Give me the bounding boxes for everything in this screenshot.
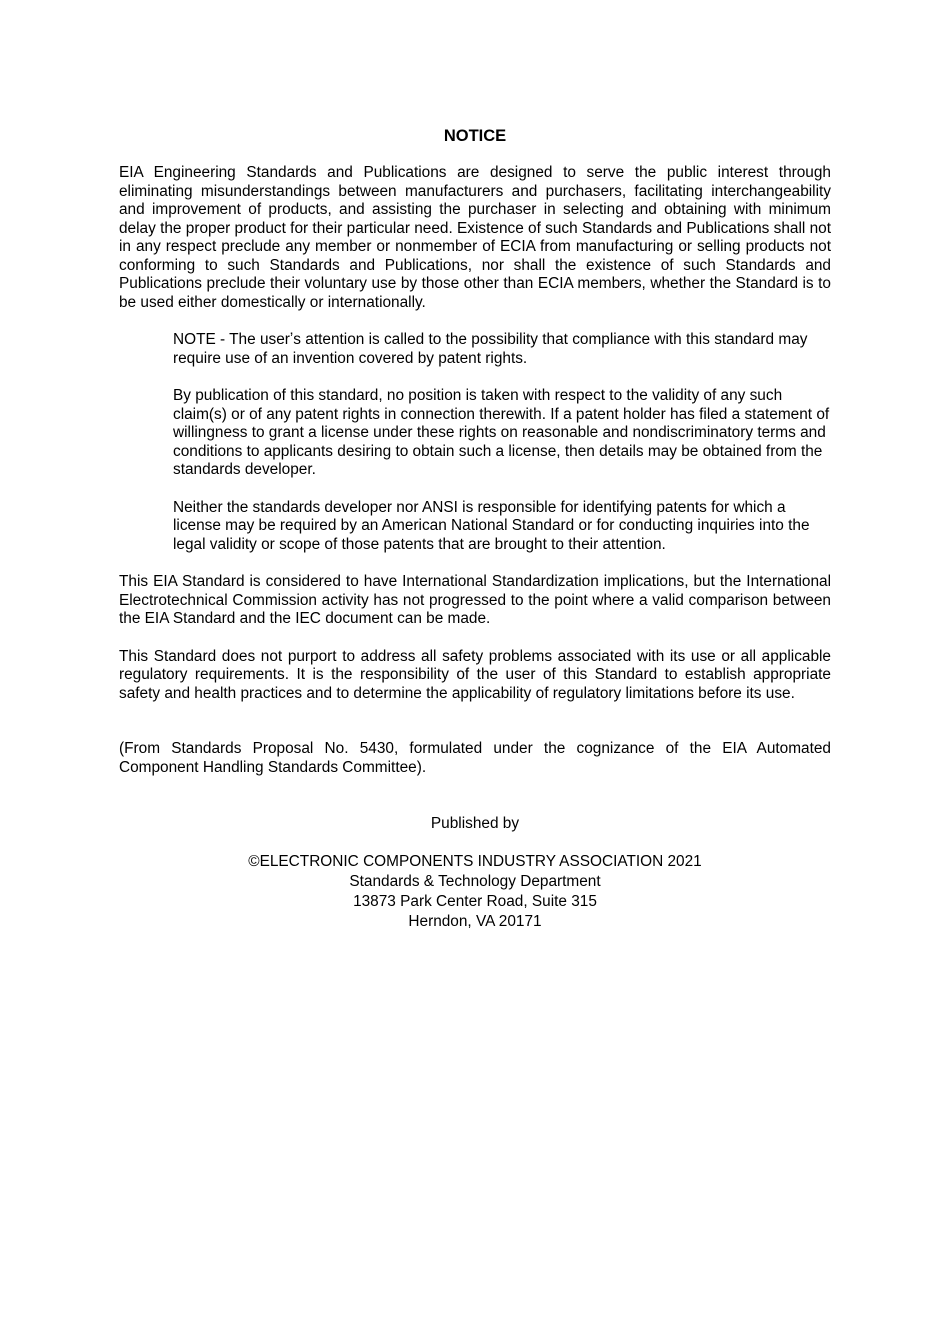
patent-position-paragraph: By publication of this standard, no position is taken with respect to the validity of any such claim(s) or of any patent rights in connection therewith. If a patent holder has filed a statement of willingness to grant a license under these rights on reasonable and nondiscriminatory terms and conditions to applicants desiring to obtain such a license, then details may be obtained from the standards developer. — [173, 387, 830, 478]
notice-paragraph-standards: EIA Engineering Standards and Publications are designed to serve the public interest through eliminating misunderstandings between manufacturers and purchasers, facilitating interchangeability and improvement of products, and assisting the purchaser in selecting and obtaining with minimum delay the proper product for their particular need. Existence of such Standards and Publications shall not in any respect preclude any member or nonmember of ECIA from manufacturing or selling products not conforming to such Standards and Publications, nor shall the existence of such Standards and Publications preclude their voluntary use by those other than ECIA members, whether the Standard is to be used either domestically or internationally. — [119, 164, 831, 311]
notice-page — [119, 126, 831, 932]
international-standardization-paragraph: This EIA Standard is considered to have International Standardization implications, but the International Electrotechnical Commission activity has not progressed to the point where a valid comparison between the EIA Standard and the IEC document can be made. — [119, 573, 831, 627]
publisher-organization: ©ELECTRONIC COMPONENTS INDUSTRY ASSOCIATION 2021 — [248, 852, 702, 870]
publisher-city: Herndon, VA 20171 — [408, 912, 542, 930]
patent-note: NOTE - The userʼs attention is called to the possibility that compliance with this standard may require use of an invention covered by patent rights. — [173, 331, 808, 367]
publisher-address — [119, 852, 831, 932]
safety-paragraph: This Standard does not purport to address all safety problems associated with its use or all applicable regulatory requirements. It is the responsibility of the user of this Standard to establish appropriate safety and health practices and to determine the applicability of regulatory limitations before its use. — [119, 647, 831, 702]
ansi-responsibility-paragraph: Neither the standards developer nor ANSI is responsible for identifying patents for which a license may be required by an American National Standard or for conducting inquiries into the legal validity or scope of those patents that are brought to their attention. — [173, 498, 810, 553]
publisher-street: 13873 Park Center Road, Suite 315 — [353, 892, 597, 910]
standards-proposal-paragraph: (From Standards Proposal No. 5430, formulated under the cognizance of the EIA Automated Component Handling Standards Committee). — [119, 740, 831, 776]
page-title: NOTICE — [443, 127, 507, 145]
publisher-department: Standards & Technology Department — [349, 872, 601, 890]
published-by-label: Published by — [430, 815, 520, 832]
